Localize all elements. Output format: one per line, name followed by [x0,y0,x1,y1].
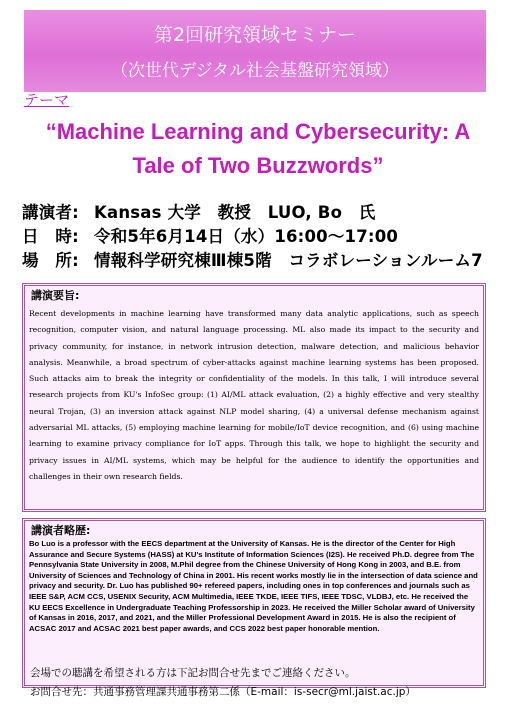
attendance-note: 会場での聴講を希望される方は下記お問合せ先までご連絡ください。 [30,667,356,679]
datetime-row [22,227,398,247]
place-row [22,251,483,271]
abstract-heading: 講演要旨: [31,289,80,302]
place-value: 情報科学研究棟Ⅲ棟5階 コラボレーションルーム7 [94,251,483,270]
abstract-text: Recent developments in machine learning have transformed many data analytic applications, such as speech recognition, computer vision, and natural language processing. ML also made its impact to the security and privacy community, for instance, in network intrusion detection, malware detection, and malicious behavior analysis. Meanwhile, a broad spectrum of cyber-attacks against machine learning systems has been proposed. Such attacks aim to break the integrity or confidentiality of the models. In this talk, I will introduce several research projects from KU's InfoSec group: (1) AI/ML attack evaluation, (2) a highly effective and very stealthy neural Trojan, (3) an inversion attack against NLP model sharing, (4) a universal defense mechanism against adversarial ML attacks, (5) employing machine learning for mobile/IoT device recognition, and (6) using machine learning to examine privacy compliance for IoT apps. Through this talk, we hope to highlight the security and privacy issues in AI/ML systems, which may be helpful for the audience to identify the opportunities and challenges in their own research fields. [29,309,479,481]
datetime-label: 日 時: [22,227,79,246]
theme-label: テーマ [24,91,70,109]
bio-heading: 講演者略歴: [31,524,91,537]
abstract-box [22,283,486,512]
bio-text: Bo Luo is a professor with the EECS department at the University of Kansas. He is the director of the Center for High Assurance and Secure Systems (HASS) at KU's Institute of Information Sciences (I2S). He received Ph.D. degree from The Pennsylvania State University in 2008, M.Phil degree from the Chinese University of Hong Kong in 2003, and B.E. from University of Sciences and Technology of China in 2001. His recent works mostly lie in the intersection of data science and privacy and security. Dr. Luo has published 90+ refereed papers, including ones in top conferences and journals such as IEEE S&P, ACM CCS, USENIX Security, ACM Multimedia, IEEE TKDE, IEEE TIFS, IEEE TDSC, VLDBJ, etc. He received the KU EECS Excellence in Undergraduate Teaching Professorship in 2023. He received the Miller Scholar award of University of Kansas in 2016, 2017, and 2021, and the Miller Professional Development Award in 2015. He is also the recipient of ACSAC 2017 and ACSAC 2021 best paper awards, and CCS 2022 best paper honorable mention. [29,539,478,633]
speaker-value: Kansas 大学 教授 LUO, Bo 氏 [94,203,376,222]
seminar-banner [24,10,486,92]
datetime-value: 令和5年6月14日（水）16:00～17:00 [94,227,399,246]
seminar-title: 第2回研究領域セミナー [153,24,357,46]
place-label: 場 所: [22,251,79,270]
contact-info: お問合せ先：共通事務管理課共通事務第二係（E-mail：is-secr@ml.jaist.ac.jp） [30,686,416,698]
seminar-subtitle: （次世代デジタル社会基盤研究領域） [111,61,399,81]
bio-box [22,518,486,688]
speaker-row [22,203,376,223]
speaker-label: 講演者: [22,203,79,222]
talk-title-line-2: Tale of Two Buzzwords” [132,153,384,178]
talk-title-line-1: “Machine Learning and Cybersecurity: A [45,119,471,144]
